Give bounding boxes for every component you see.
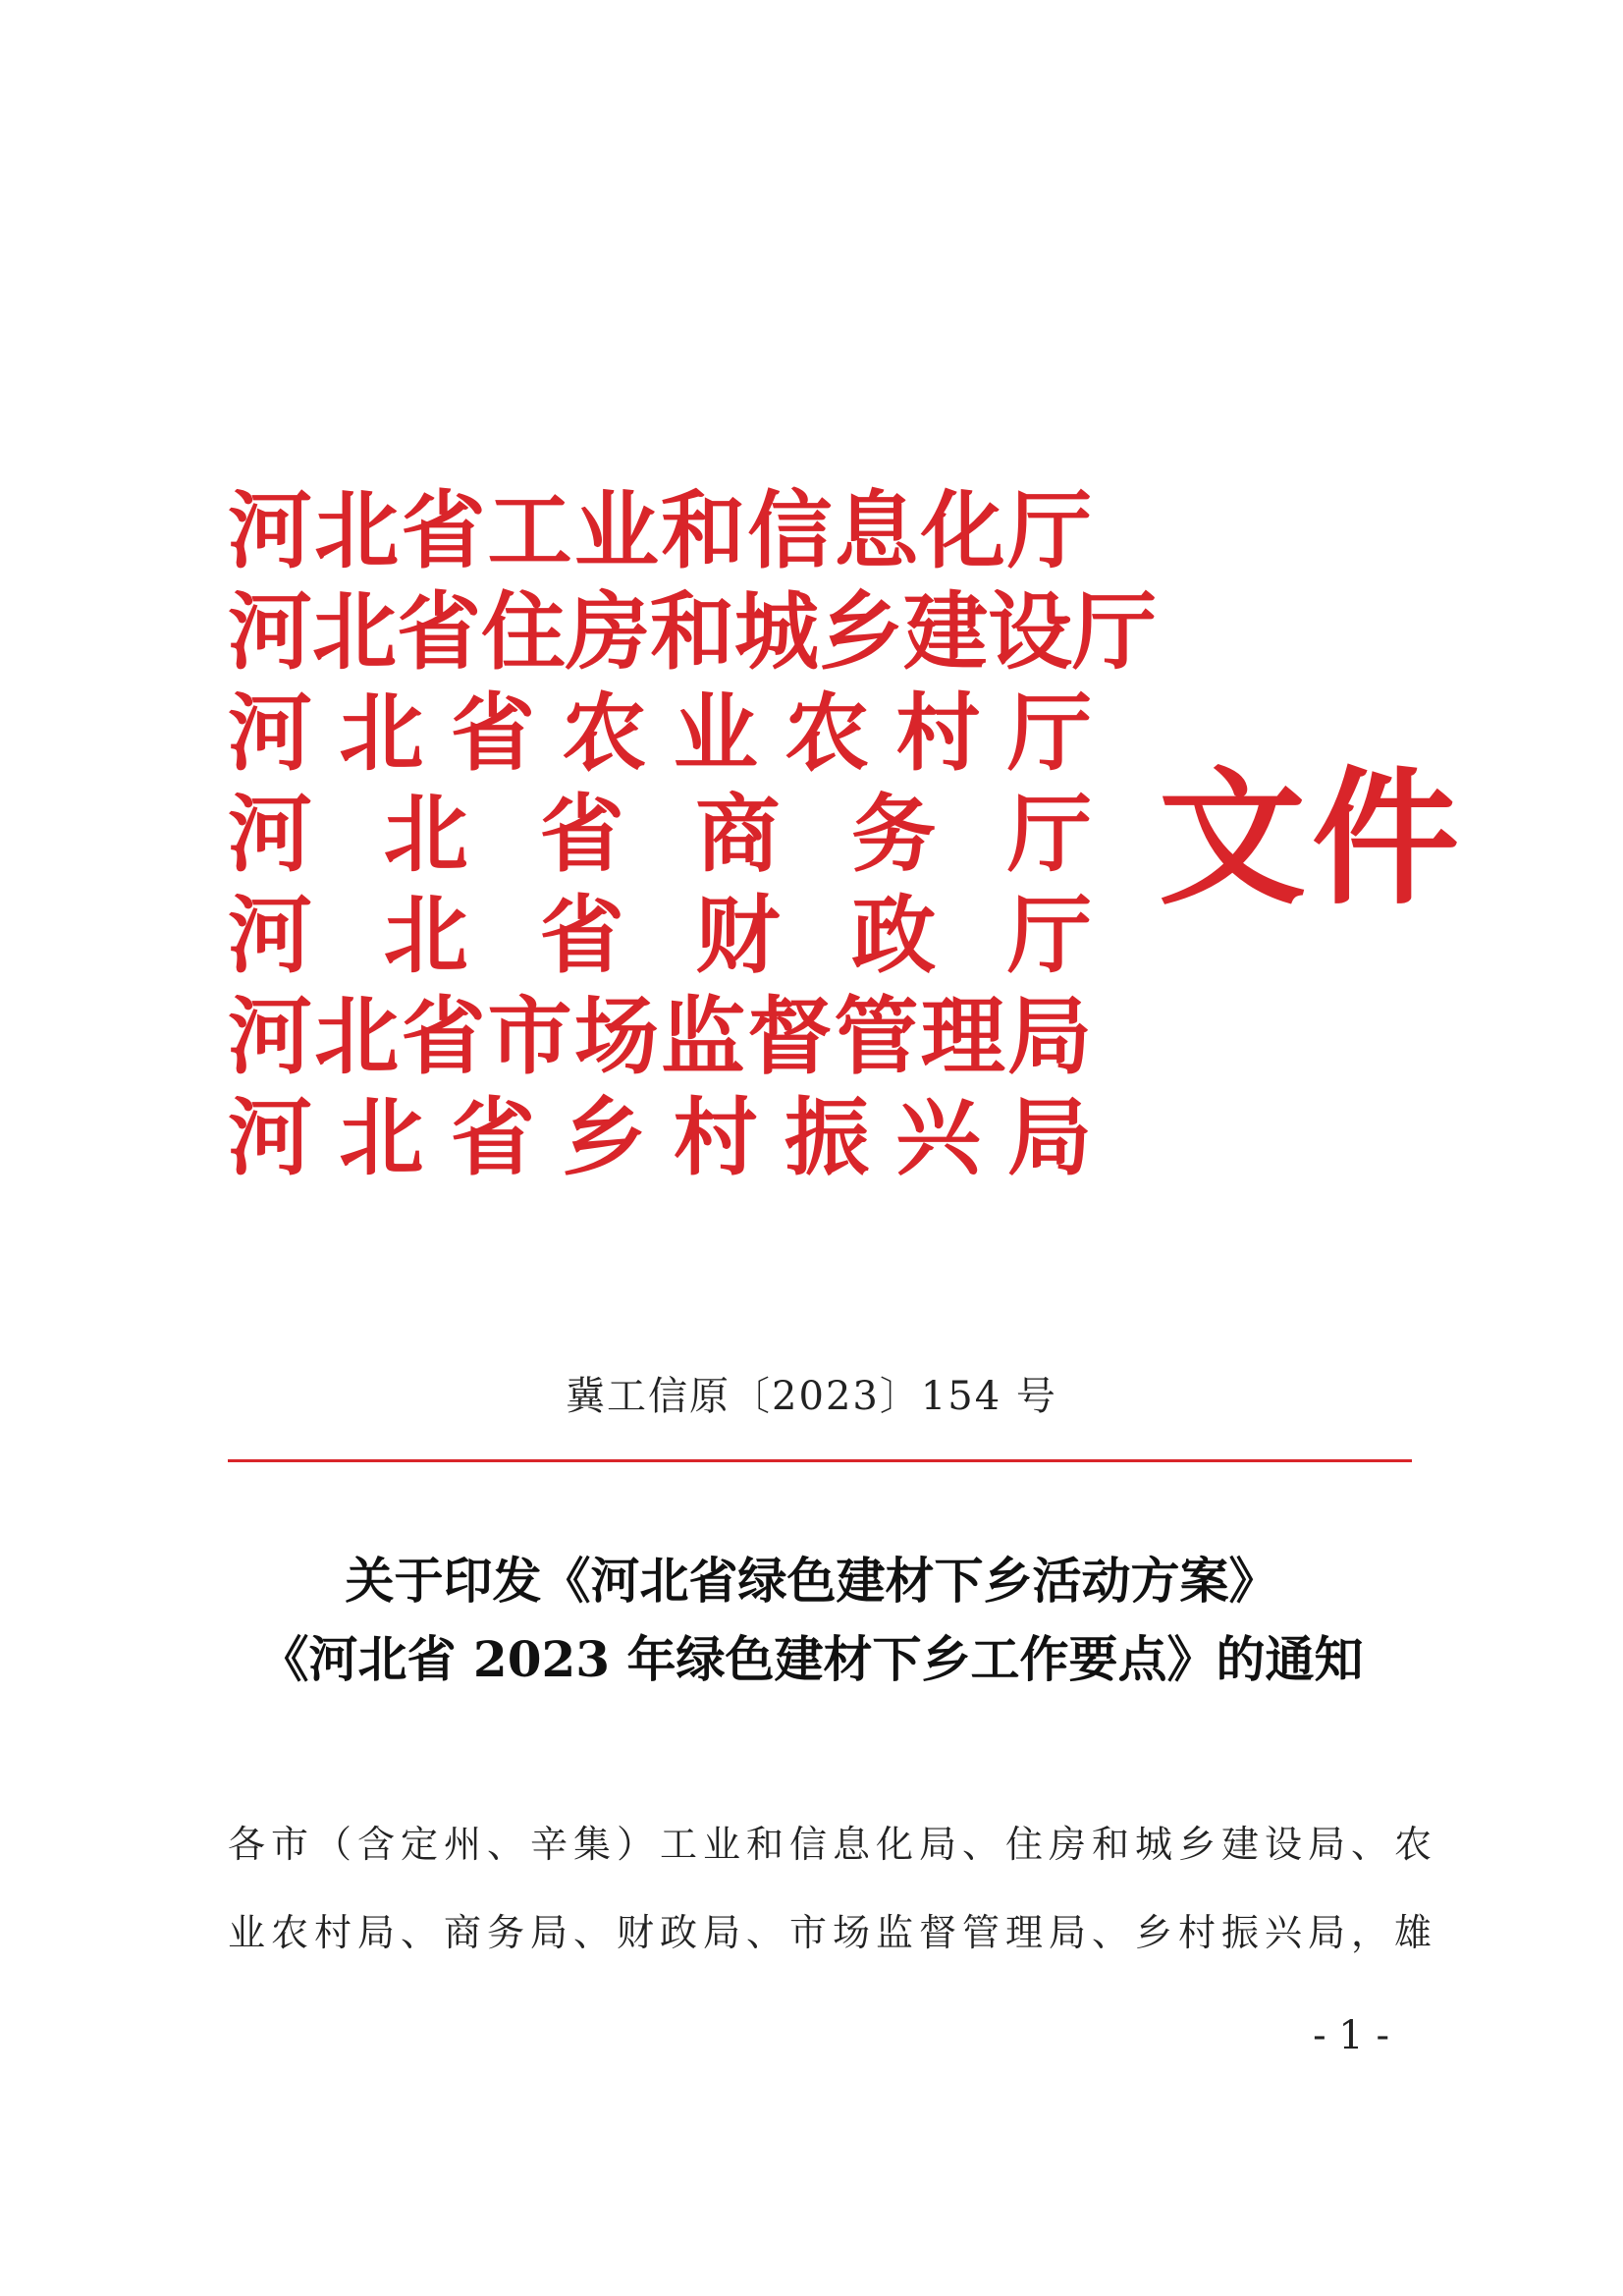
document-number: 冀工信原〔2023〕154 号 (566, 1374, 1057, 1419)
title-line-2: 《河北省 2023 年绿色建材下乡工作要点》的通知 (259, 1630, 1364, 1688)
authority-line: 河 北 省 乡 村 振 兴 局 (228, 1089, 1092, 1187)
authority-line: 河 北 省 工 业 和 信 息 化 厅 (228, 482, 1092, 580)
authority-line: 河 北 省 市 场 监 督 管 理 局 (228, 988, 1092, 1086)
authority-line: 河 北 省 商 务 厅 (228, 786, 1092, 884)
authority-line: 河 北 省 财 政 厅 (228, 887, 1092, 985)
title-line-1: 关于印发《河北省绿色建材下乡活动方案》 (345, 1552, 1278, 1610)
body-line-1: 各市（含定州、辛集）工业和信息化局、住房和城乡建设局、农 (228, 1823, 1438, 1866)
document-label: 文件 (1159, 754, 1466, 925)
body-paragraph (228, 1800, 1438, 1977)
authority-line: 河 北 省 住 房 和 城 乡 建 设 厅 (228, 583, 1157, 682)
body-line-2: 业农村局、商务局、财政局、市场监督管理局、乡村振兴局，雄 (228, 1911, 1438, 1954)
page-number: - 1 - (1313, 2013, 1389, 2058)
authority-line: 河 北 省 农 业 农 村 厅 (228, 684, 1092, 783)
red-divider-line (228, 1459, 1412, 1462)
document-title (196, 1542, 1427, 1699)
issuing-authorities (228, 481, 1157, 1189)
